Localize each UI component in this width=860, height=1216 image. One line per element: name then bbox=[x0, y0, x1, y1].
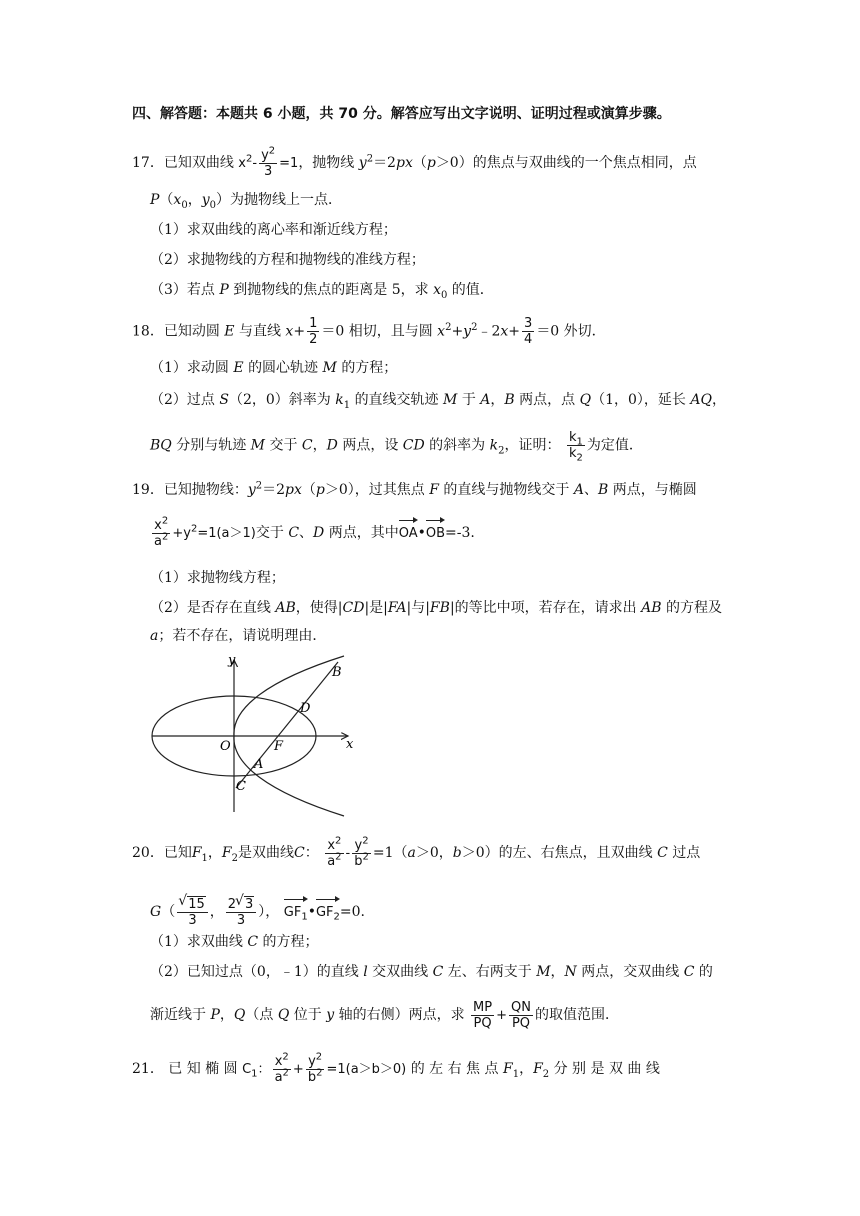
ellipse-parabola-figure bbox=[148, 652, 363, 817]
focus-label: F bbox=[274, 739, 284, 754]
question-20-sub-2: （2）已知过点（0，﹣1）的直线 l 交双曲线 C 左、右两支于 M，N 两点，交双曲线 C 的 bbox=[150, 964, 713, 980]
question-19-sub-2-cont: a；若不存在，请说明理由． bbox=[150, 628, 327, 644]
x-label: x bbox=[346, 737, 354, 752]
question-number: 18． bbox=[132, 323, 164, 340]
question-21-line-1: 21． 已 知 椭 圆 $C_1$： $\frac{x^2}{a^2}$ + $\frac{y^2}{b^2}$ =1(a＞b＞0) 的 左 右 焦 点 $F_1$，$F_2$ 分 别 是 双 曲 线 bbox=[132, 1051, 660, 1085]
question-20-line-1: 20．已知$F_1$，$F_2$是双曲线C： $\frac{x^2}{a^2}$ - $\frac{y^2}{b^2}$ =1（a＞0，b＞0）的左、右焦点，且双曲线 C 过点 bbox=[132, 835, 701, 869]
question-18-sub-2-cont: BQ 分别与轨迹 M 交于 C，D 两点，设 CD 的斜率为 $k_2$，证明： $\frac{k_1}{k_2}$ 为定值． bbox=[150, 430, 643, 464]
point-a-label: A bbox=[254, 757, 264, 772]
question-17-line-1: 17．已知双曲线 $x^2-$ $\frac{y^2}{3}$ =1，抛物线 $y^2=2px(p>0)$的焦点与双曲线的一个焦点相同，点 bbox=[132, 145, 697, 179]
question-19-line-2: $\frac{x^2}{a^2}$ $+y^2=1(a>1)$交于 C、D 两点，其中OA•OB=-3. bbox=[154, 515, 475, 549]
question-number: 19． bbox=[132, 482, 164, 498]
question-17-sub-2: （2）求抛物线的方程和抛物线的准线方程； bbox=[150, 252, 425, 268]
question-19-line-1: 19．已知抛物线：$y^2=2px(p>0)$，过其焦点 F 的直线与抛物线交于 A、B 两点，与椭圆 bbox=[132, 480, 697, 498]
question-18-sub-1: （1）求动圆 E 的圆心轨迹 M 的方程； bbox=[150, 360, 398, 376]
hyperbola-equation: $x^2-$ $\frac{y^2}{3}$ =1 bbox=[238, 145, 299, 179]
question-number: 21． bbox=[132, 1061, 164, 1077]
point-b-label: B bbox=[332, 665, 342, 680]
question-20-line-2: G（ √ $\frac{15}{3}$ ， $\frac{2√ 3}{3}$ ）， $GF_1•GF_2=0$. bbox=[150, 896, 365, 928]
origin-label: O bbox=[220, 739, 231, 754]
question-18-line-1: 18．已知动圆 E 与直线 x+ $\frac{1}{2}$ ＝0 相切，且与圆 $x^2+y^2﹣2x+$ $\frac{3}{4}$ ＝0 外切． bbox=[132, 316, 606, 347]
question-20-sub-2-cont: 渐近线于 P，Q（点 Q 位于 y 轴的右侧）两点，求 $\frac{MP}{PQ}$ + $\frac{QN}{PQ}$ 的取值范围． bbox=[150, 1000, 619, 1031]
question-17-line-2: $P(x_0$，$y_0$）为抛物线上一点． bbox=[150, 192, 342, 211]
line-ab bbox=[236, 662, 338, 788]
question-19-sub-1: （1）求抛物线方程； bbox=[150, 570, 285, 586]
point-d-label: D bbox=[300, 701, 311, 716]
question-number: 17． bbox=[132, 155, 164, 171]
section-heading: 四、解答题：本题共 6 小题，共 70 分。解答应写出文字说明、证明过程或演算步骤。 bbox=[132, 106, 671, 122]
point-c-label: C bbox=[236, 779, 246, 794]
question-19-sub-2: （2）是否存在直线 AB，使得|CD|是|FA|与|FB|的等比中项，若存在，请求出 AB 的方程及 bbox=[150, 600, 722, 616]
question-number: 20． bbox=[132, 845, 164, 861]
question-18-sub-2: （2）过点 S（2，0）斜率为 $k_1$ 的直线交轨迹 M 于 A，B 两点，点 Q（1，0），延长 AQ， bbox=[150, 392, 726, 411]
question-17-sub-3: （3）若点 P 到抛物线的焦点的距离是 5，求 $x_0$ 的值． bbox=[150, 282, 494, 301]
question-20-sub-1: （1）求双曲线 C 的方程； bbox=[150, 934, 319, 950]
question-17-sub-1: （1）求双曲线的离心率和渐近线方程； bbox=[150, 222, 397, 238]
y-label: y bbox=[228, 653, 236, 668]
